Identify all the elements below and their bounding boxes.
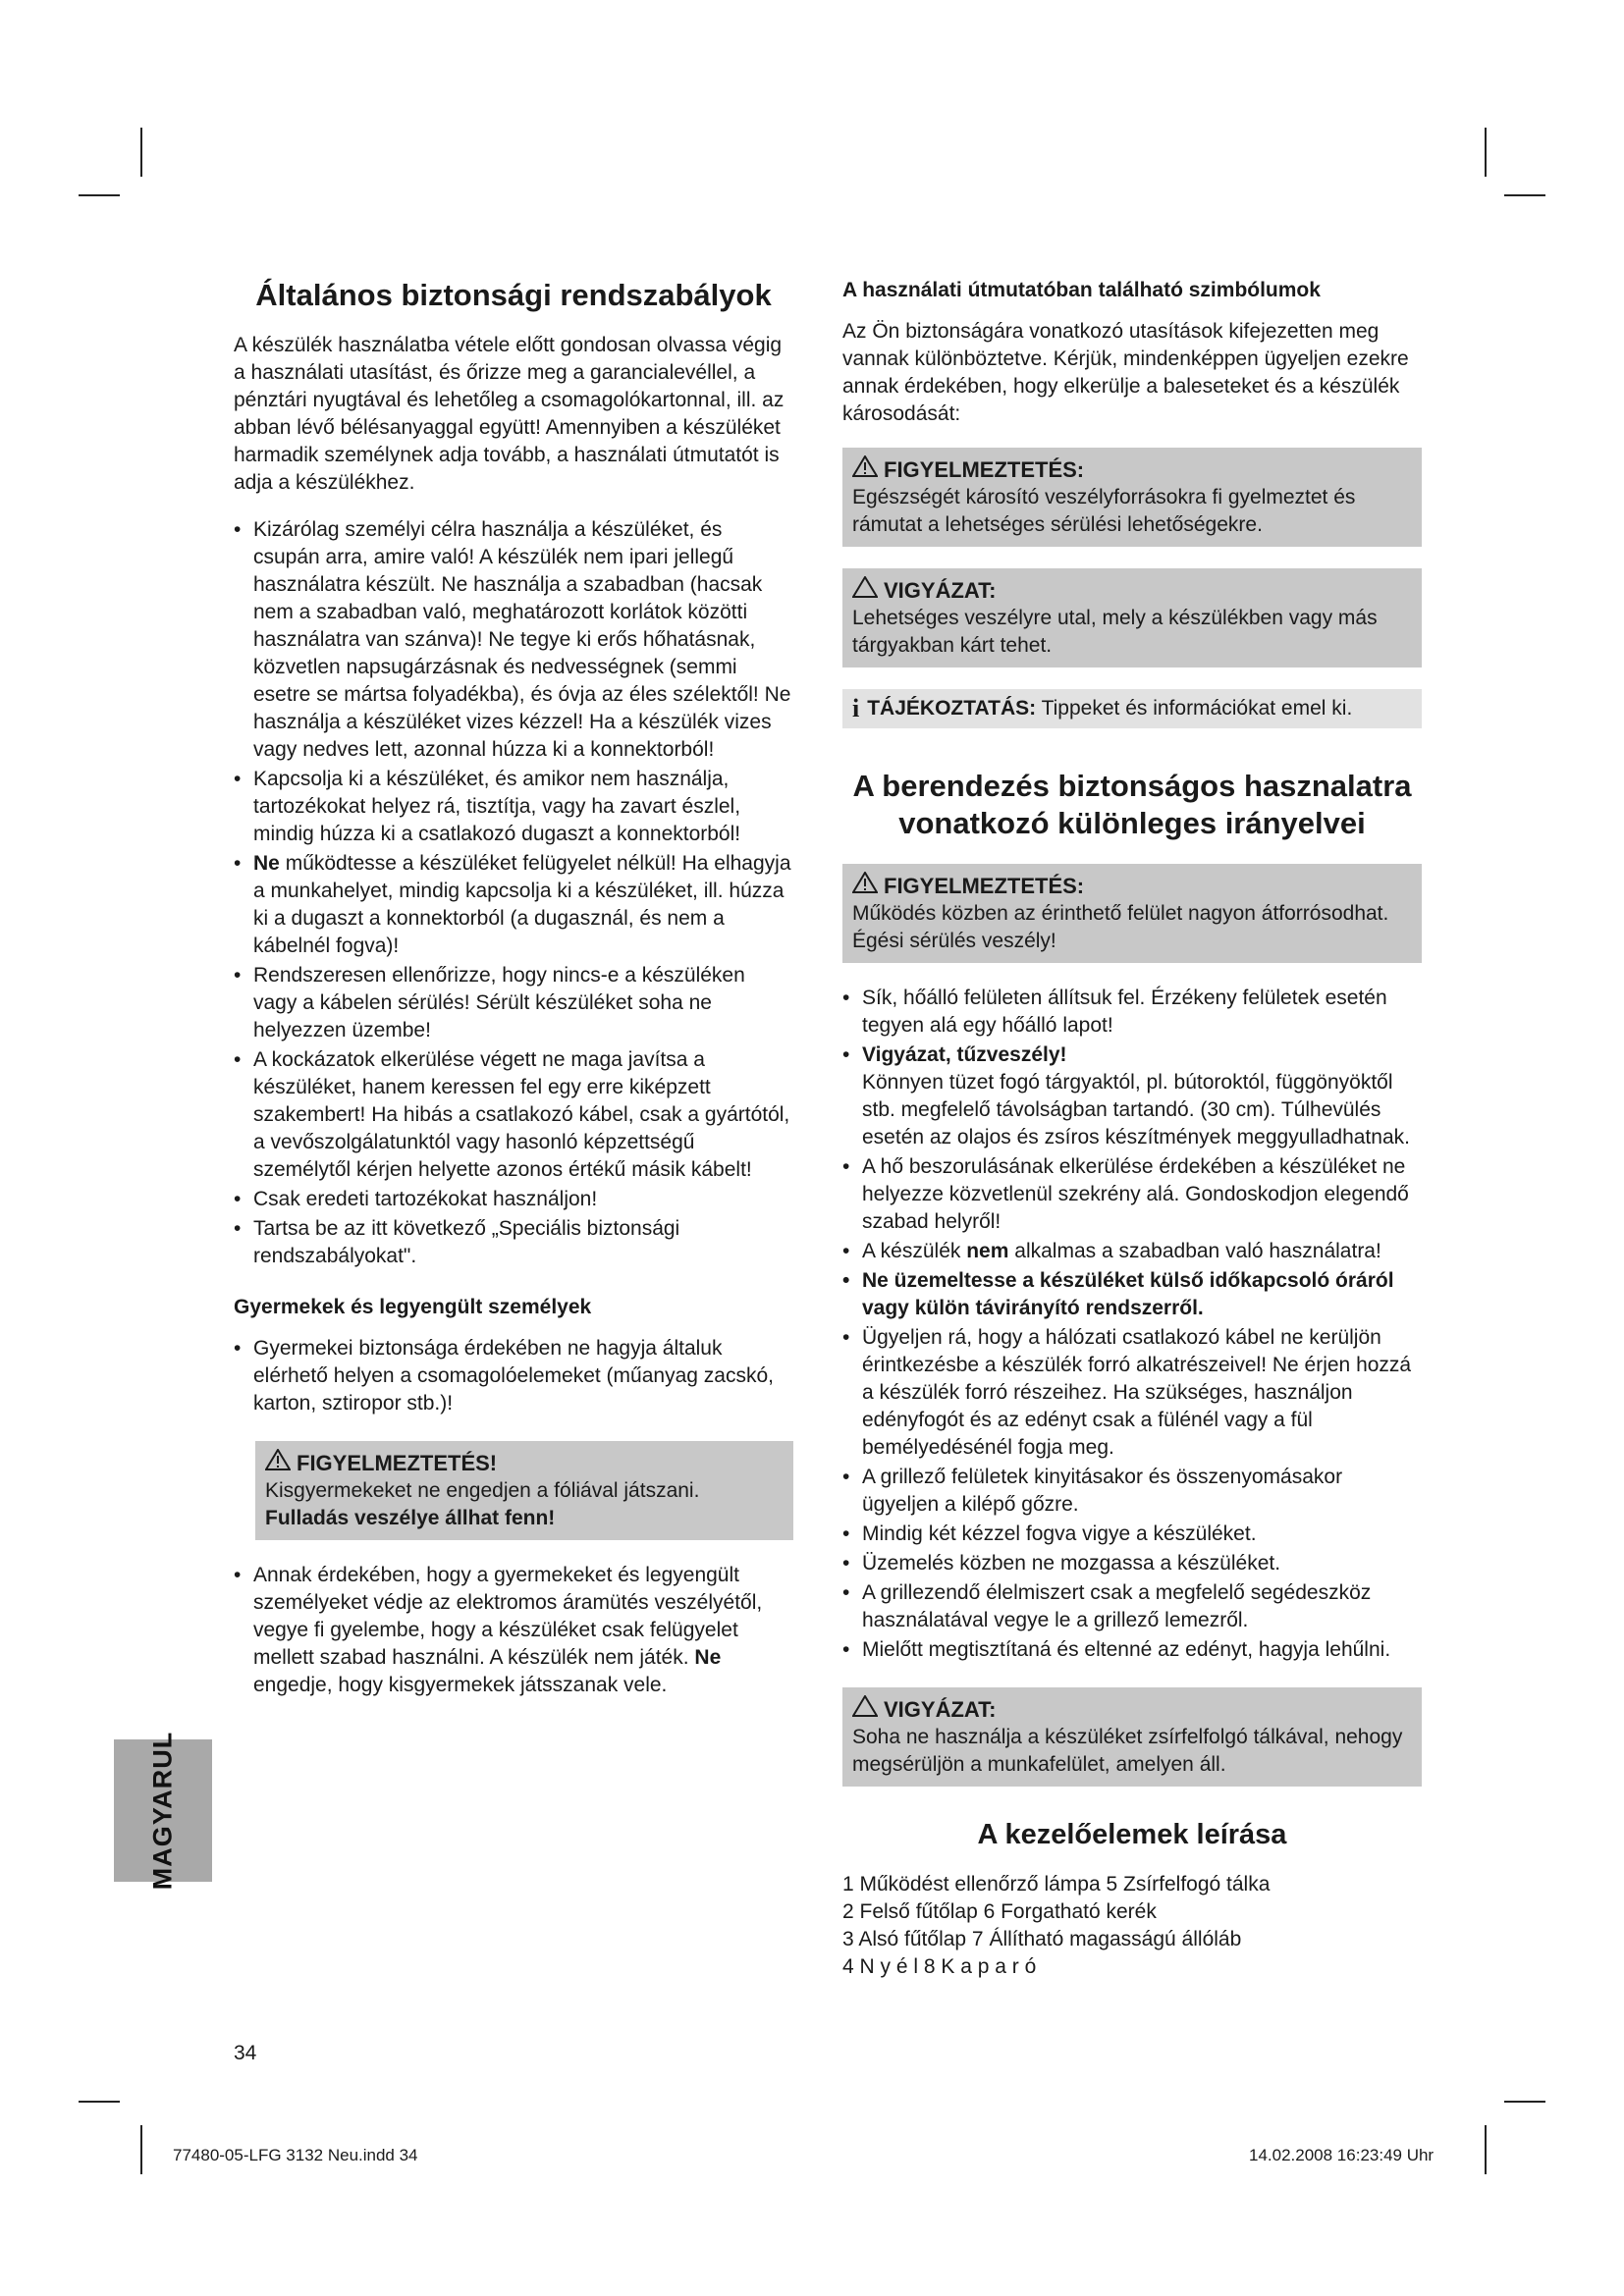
language-tab [114, 1731, 212, 1891]
caution-triangle-icon [852, 1695, 878, 1724]
list-item: • Gyermekei biztonsága érdekében ne hagyja általuk elérhető helyen a csomagolóelemeket (műanyag zacskó, karton, sztiropor stb.)! [234, 1335, 793, 1417]
legend-line: 3 Alsó fűtőlap 7 Állítható magasságú állóláb [842, 1928, 1242, 1950]
list-item: • Ne üzemeltesse a készüléket külső időkapcsoló óráról vagy külön távirányító rendszerről. [842, 1267, 1422, 1322]
list-item: • A hő beszorulásának elkerülése érdekében a készüléket ne helyezze közvetlenül szekrény alá. Gondoskodjon elegendő szabad helyről! [842, 1153, 1422, 1236]
crop-mark [1485, 2125, 1487, 2174]
list-item [234, 850, 793, 960]
crop-mark [140, 2125, 142, 2174]
emphasis-text: Ne [694, 1646, 722, 1669]
warning-title: FIGYELMEZTETÉS: [884, 873, 1085, 898]
list-item-text: alkalmas a szabadban való használatra! [1014, 1240, 1381, 1262]
crop-mark [1504, 194, 1545, 196]
intro-paragraph: A készülék használatba vétele előtt gondosan olvassa végig a használati utasítást, és őrizze meg a garancialevéllel, a pénztári nyugtával és lehetőleg a csomagolókartonnal, ill. az abban lévő bélésanyaggal együtt! Amennyiben a készüléket harmadik személynek adja tovább, a használati útmutatót is adja a készülékhez. [234, 334, 785, 494]
list-item: • Sík, hőálló felületen állítsuk fel. Érzékeny felületek esetén tegyen alá egy hőálló lapot! [842, 985, 1422, 1040]
section-title-general-safety: Általános biztonsági rendszabályok [255, 278, 772, 312]
list-item [842, 1041, 1422, 1151]
warning-box [255, 1441, 793, 1540]
list-item: • Tartsa be az itt következő „Speciális biztonsági rendszabályokat". [234, 1215, 793, 1270]
list-item-text: Könnyen tüzet fogó tárgyaktól, pl. bútoroktól, függönyöktől stb. megfelelő távolságban tartandó. (30 cm). Túlhevülés esetén az olajos és zsíros készítmények meggyulladhatnak. [862, 1071, 1410, 1148]
language-tab-label: MAGYARUL [147, 1731, 178, 1891]
caution-box [842, 1687, 1422, 1787]
caution-box [842, 568, 1422, 667]
list-item-title: Vigyázat, tűzveszély! [862, 1043, 1067, 1066]
list-item [842, 1238, 1422, 1265]
list-item: • Ügyeljen rá, hogy a hálózati csatlakozó kábel ne kerüljön érintkezésbe a készülék forró alkatrészeivel! Ne érjen hozzá a készülék forró részeihez. Ha szükséges, használjon edényfogót és az edényt csak a fülénél vagy a fül bemélyedésénél fogja meg. [842, 1324, 1422, 1462]
list-item-text: működtesse a készüléket felügyelet nélkül! Ha elhagyja a munkahelyet, mindig kapcsolja ki a készüléket, ill. húzza ki a dugaszt a konnektorból (a dugasznál, és nem a kábelnél fogva)! [253, 852, 791, 957]
children-bullet-list [234, 1335, 793, 1417]
section-title-special [842, 768, 1422, 842]
info-text: Tippeket és információkat emel ki. [1041, 697, 1353, 720]
caution-triangle-icon [852, 576, 878, 605]
emphasis-text: Ne [253, 852, 280, 875]
caution-title: VIGYÁZAT: [884, 1696, 997, 1722]
crop-mark [79, 2101, 120, 2103]
crop-mark [79, 194, 120, 196]
list-item: • Kapcsolja ki a készüléket, és amikor nem használja, tartozékokat helyez rá, tisztítja, vagy ha zavart észlel, mindig húzza ki a csatlakozó dugaszt a konnektorból! [234, 766, 793, 848]
list-item: • Kizárólag személyi célra használja a készüléket, és csupán arra, amire való! A készülék nem ipari jellegű használatra készült. Ne használja a szabadban (hacsak nem a szabadban való, meghatározott korlátok közötti használatra van szánva)! Ne tegye ki erős hőhatásnak, közvetlen napsugárzásnak és nedvességnek (semmi esetre se mártsa folyadékba), és óvja az éles szélektől! Ne használja a készüléket vizes kézzel! Ha a készülék vizes vagy nedves lett, azonnal húzza ki a konnektorból! [234, 516, 793, 764]
caution-text: Lehetséges veszélyre utal, mely a készülékben vagy más tárgyakban kárt tehet. [852, 607, 1378, 657]
warning-triangle-icon [852, 455, 878, 484]
list-item: • A grillező felületek kinyitásakor és összenyomásakor ügyeljen a kilépő gőzre. [842, 1464, 1422, 1519]
caution-text: Soha ne használja a készüléket zsírfelfolgó tálkával, nehogy megsérüljön a munkafelület, amelyen áll. [852, 1726, 1403, 1776]
page-number: 34 [234, 2042, 257, 2064]
list-item: • Csak eredeti tartozékokat használjon! [234, 1186, 793, 1213]
list-item: • Üzemelés közben ne mozgassa a készüléket. [842, 1550, 1422, 1577]
section-title-line: A berendezés biztonságos hasznalatra [852, 769, 1412, 803]
list-item: • Mielőtt megtisztítaná és eltenné az edényt, hagyja lehűlni. [842, 1636, 1422, 1664]
info-label: TÁJÉKOZTATÁS: [867, 697, 1037, 720]
children-heading: Gyermekek és legyengült személyek [234, 1296, 592, 1318]
list-item: • A kockázatok elkerülése végett ne maga javítsa a készüléket, hanem keressen fel egy erre kiképzett szakembert! Ha hibás a csatlakozó kábel, csak a gyártótól, a vevőszolgálatunktól vagy hasonló képzettségű személytől kérjen helyette azonos értékű másik kábelt! [234, 1046, 793, 1184]
symbols-intro: Az Ön biztonságára vonatkozó utasítások kifejezetten meg vannak különböztetve. Kérjük, mindenképpen ügyeljen ezekre annak érdekében, hogy elkerülje a baleseteket és a készülék károsodását: [842, 320, 1409, 425]
controls-legend [842, 1871, 1422, 1981]
footer-file-info: 77480-05-LFG 3132 Neu.indd 34 [173, 2146, 418, 2164]
list-item: • Rendszeresen ellenőrizze, hogy nincs-e a készüléken vagy a kábelen sérülés! Sérült készüléket soha ne helyezzen üzembe! [234, 962, 793, 1044]
list-item-text: Annak érdekében, hogy a gyermekeket és legyengült személyeket védje az elektromos áramütés veszélyétől, vegye fi gyelembe, hogy a készüléket csak felügyelet mellett szabad használni. A készülék nem játék. [253, 1564, 763, 1669]
special-bullet-list [842, 985, 1422, 1664]
legend-line: 1 Működést ellenőrző lámpa 5 Zsírfelfogó tálka [842, 1873, 1271, 1896]
warning-title: FIGYELMEZTETÉS! [297, 1450, 498, 1475]
warning-triangle-icon [265, 1449, 291, 1477]
warning-text: Egészségét károsító veszélyforrásokra fi gyelmeztet és rámutat a lehetséges sérülési lehetőségekre. [852, 486, 1356, 536]
symbols-heading: A használati útmutatóban található szimbólumok [842, 279, 1321, 301]
info-i-icon: i [852, 694, 860, 722]
crop-mark [1504, 2101, 1545, 2103]
emphasis-text: nem [966, 1240, 1009, 1262]
footer-timestamp: 14.02.2008 16:23:49 Uhr [1249, 2146, 1435, 2164]
warning-triangle-icon [852, 872, 878, 900]
legend-line: 2 Felső fűtőlap 6 Forgatható kerék [842, 1900, 1157, 1923]
list-item-text: A készülék [862, 1240, 961, 1262]
children-bullet-list-2 [234, 1562, 793, 1699]
right-column [842, 277, 1422, 1981]
warning-title: FIGYELMEZTETÉS: [884, 456, 1085, 482]
list-item [234, 1562, 793, 1699]
section-title-line: vonatkozó különleges irányelvei [898, 806, 1366, 840]
crop-mark [140, 128, 142, 177]
controls-title: A kezelőelemek leírása [977, 1819, 1287, 1850]
warning-text: Működés közben az érinthető felület nagyon átforrósodhat. Égési sérülés veszély! [852, 902, 1389, 952]
list-item: • Mindig két kézzel fogva vigye a készüléket. [842, 1521, 1422, 1548]
warning-text: Kisgyermekeket ne engedjen a fóliával játszani. [265, 1479, 700, 1502]
legend-line: 4 N y é l 8 K a p a r ó [842, 1955, 1037, 1978]
info-box [842, 689, 1422, 728]
list-item: • A grillezendő élelmiszert csak a megfelelő segédeszköz használatával vegye le a grillező lemezről. [842, 1579, 1422, 1634]
left-column [234, 277, 793, 1723]
list-item-text: engedje, hogy kisgyermekek játsszanak vele. [253, 1674, 668, 1696]
crop-mark [1485, 128, 1487, 177]
safety-bullet-list [234, 516, 793, 1270]
warning-box [842, 448, 1422, 547]
caution-title: VIGYÁZAT: [884, 577, 997, 603]
warning-bold-text: Fulladás veszélye állhat fenn! [265, 1507, 556, 1529]
warning-box [842, 864, 1422, 963]
